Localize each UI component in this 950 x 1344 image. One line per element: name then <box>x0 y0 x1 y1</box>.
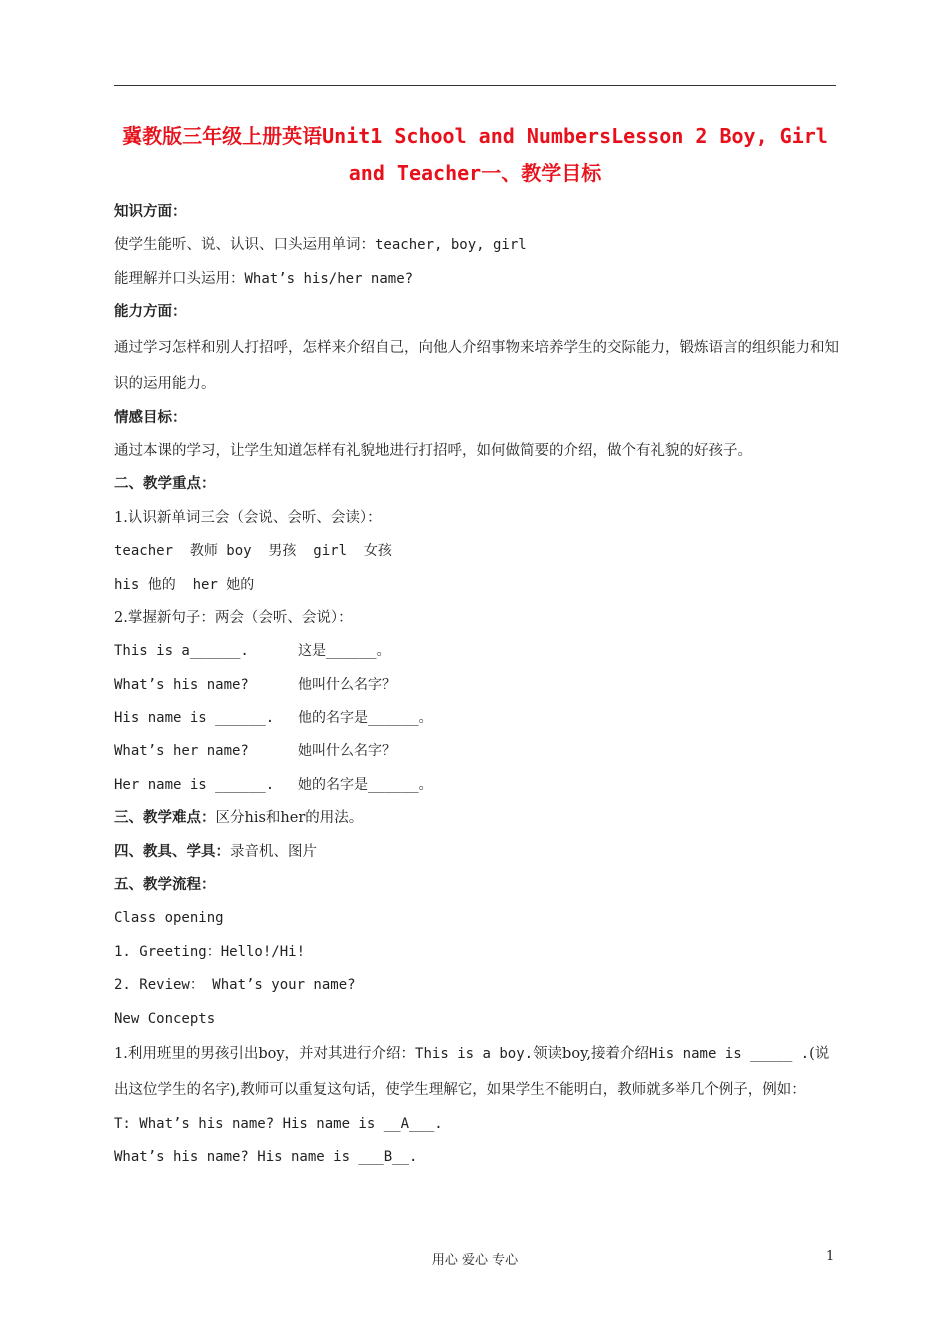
example-2: What’s his name? His name is ___B__. <box>114 1149 418 1166</box>
sentence-en: Her name is ______. <box>114 776 275 793</box>
document-body <box>114 196 840 1175</box>
sentence-row <box>114 635 840 668</box>
page-number: 1 <box>826 1249 835 1264</box>
sentence-cn: 他叫什么名字？ <box>298 676 396 693</box>
key-points-heading: 二、教学重点： <box>114 476 216 493</box>
key-item-2: 2.掌握新句子：两会（会听、会说）： <box>114 609 353 626</box>
concept-1-d: His name is _____ . <box>648 1045 810 1062</box>
new-concepts: New Concepts <box>114 1010 216 1027</box>
sentence-row <box>114 702 840 735</box>
concept-1-a: 1.利用班里的男孩引出boy，并对其进行介绍： <box>114 1045 416 1062</box>
ability-heading: 能力方面： <box>114 304 187 321</box>
knowledge-line-2-cn: 能理解并口头运用： <box>114 270 245 287</box>
sentence-cn: 这是______。 <box>298 643 391 660</box>
concept-1-b: This is a boy. <box>415 1045 534 1062</box>
knowledge-heading: 知识方面： <box>114 204 187 220</box>
sentence-row <box>114 769 840 802</box>
page-footer: 用心 爱心 专心 <box>431 1253 519 1268</box>
difficulty-text: 区分his和her的用法。 <box>215 810 364 827</box>
vocab-line-2: his 他的 her 她的 <box>114 576 255 593</box>
emotion-heading: 情感目标： <box>114 409 187 426</box>
ability-paragraph: 通过学习怎样和别人打招呼，怎样来介绍自己，向他人介绍事物来培养学生的交际能力，锻炼语言的组织能力和知识的运用能力。 <box>114 339 839 392</box>
sentence-en: What’s her name? <box>114 743 249 760</box>
sentence-cn: 她的名字是______。 <box>298 776 433 793</box>
sentence-row <box>114 735 840 768</box>
concept-1-e: (说出这位学生的名字),教师可以重复这句话，使学生理解它，如果学生不能明白，教师就多举几个例子，例如： <box>114 1045 830 1098</box>
step-greeting: 1. Greeting：Hello!/Hi! <box>114 943 306 960</box>
step-review: 2. Review： What’s your name? <box>114 977 356 994</box>
example-1: T: What’s his name? His name is __A___. <box>114 1115 443 1132</box>
difficulty-heading: 三、教学难点： <box>114 810 216 827</box>
knowledge-line-2 <box>114 263 840 296</box>
process-heading: 五、教学流程： <box>114 877 216 894</box>
sentence-en: His name is ______. <box>114 710 275 727</box>
document-title: 冀教版三年级上册英语Unit1 School and NumbersLesson 2 Boy, Girl and Teacher一、教学目标 <box>122 124 828 185</box>
tools-heading: 四、教具、学具： <box>114 843 230 860</box>
sentence-en: This is a______. <box>114 643 249 660</box>
class-opening: Class opening <box>114 910 224 927</box>
tools-text: 录音机、图片 <box>230 843 317 860</box>
tools-line <box>114 836 840 869</box>
header-rule <box>114 85 836 86</box>
emotion-paragraph: 通过本课的学习，让学生知道怎样有礼貌地进行打招呼，如何做简要的介绍，做个有礼貌的好孩子。 <box>114 442 752 459</box>
concept-1-paragraph <box>114 1036 840 1108</box>
concept-1-c: 领读boy,接着介绍 <box>533 1045 649 1062</box>
difficulty-line <box>114 802 840 835</box>
sentence-cn: 她叫什么名字？ <box>298 743 396 760</box>
knowledge-line-1 <box>114 229 840 262</box>
sentence-en: What’s his name? <box>114 676 249 693</box>
sentence-cn: 他的名字是______。 <box>298 710 433 727</box>
sentence-row <box>114 669 840 702</box>
knowledge-line-1-cn: 使学生能听、说、认识、口头运用单词： <box>114 237 375 254</box>
key-item-1: 1.认识新单词三会（会说、会听、会读）： <box>114 509 382 526</box>
vocab-line-1: teacher 教师 boy 男孩 girl 女孩 <box>114 543 392 560</box>
knowledge-line-2-en: What’s his/her name? <box>244 270 414 287</box>
knowledge-line-1-en: teacher, boy, girl <box>375 237 527 254</box>
